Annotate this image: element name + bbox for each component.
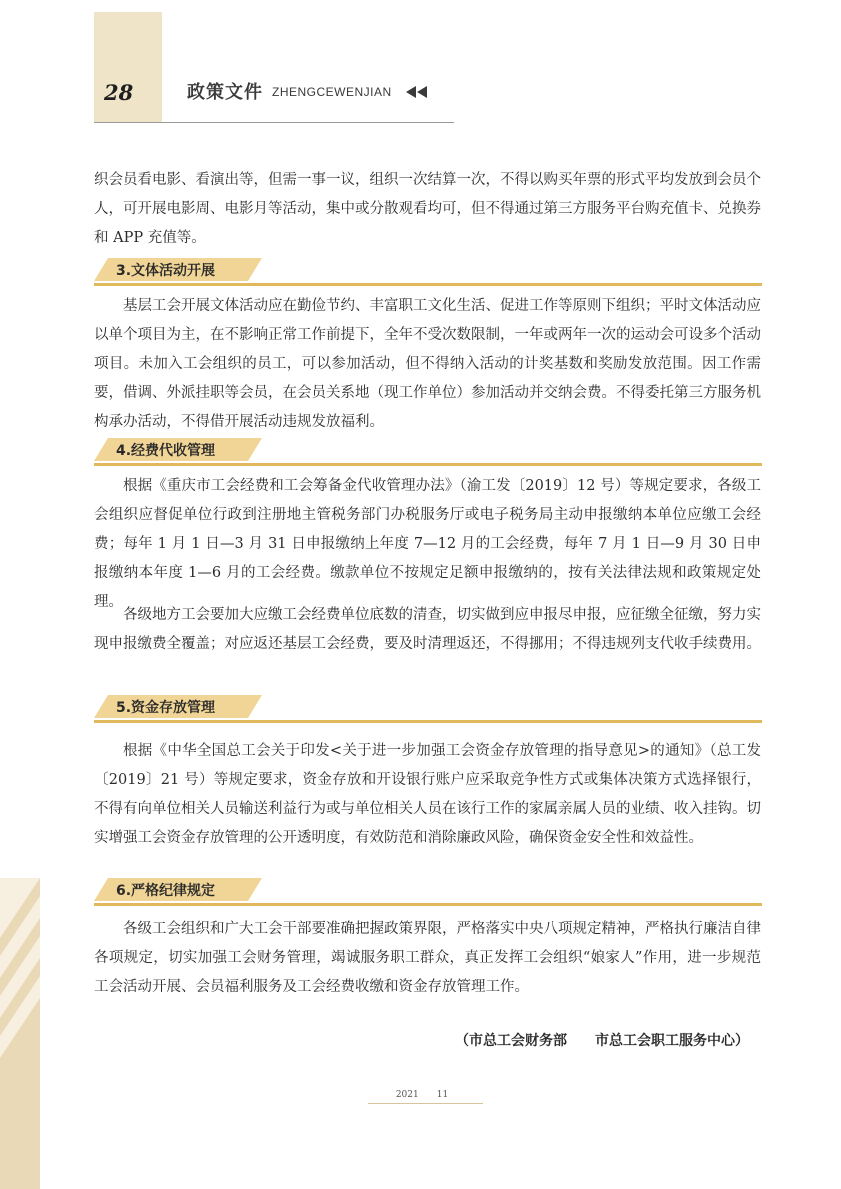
footer-divider	[368, 1103, 483, 1104]
section-heading-label: 4.经费代收管理	[116, 443, 216, 459]
section-heading-5	[94, 695, 762, 725]
section-heading-6	[94, 878, 762, 908]
page-number-block	[94, 12, 162, 122]
page-number: 28	[104, 80, 134, 105]
section-5-paragraph: 根据《中华全国总工会关于印发<关于进一步加强工会资金存放管理的指导意见>的通知》（总工发〔2019〕21 号）等规定要求，资金存放和开设银行账户应采取竞争性方式或集体决策方式选择银行，不得有向单位相关人员输送利益行为或与单位相关人员在该行工作的家属亲属人员的业绩、收入挂钩。切实增强工会资金存放管理的公开透明度，有效防范和消除廉政风险，确保资金安全性和效益性。	[94, 743, 761, 846]
section-heading-rule	[94, 720, 762, 723]
section-3-paragraph: 基层工会开展文体活动应在勤俭节约、丰富职工文化生活、促进工作等原则下组织；平时文体活动应以单个项目为主，在不影响正常工作前提下，全年不受次数限制，一年或两年一次的运动会可设多个活动项目。未加入工会组织的员工，可以参加活动，但不得纳入活动的计奖基数和奖励发放范围。因工作需要，借调、外派挂职等会员，在会员关系地（现工作单位）参加活动并交纳会费。不得委托第三方服务机构承办活动，不得借开展活动违规发放福利。	[94, 298, 761, 430]
section-6-paragraph: 各级工会组织和广大工会干部要准确把握政策界限，严格落实中央八项规定精神，严格执行廉洁自律各项规定，切实加强工会财务管理，竭诚服务职工群众，真正发挥工会组织“娘家人”作用，进一步规范工会活动开展、会员福利服务及工会经费收缴和资金存放管理工作。	[94, 921, 761, 995]
header-divider	[94, 122, 454, 123]
footer-issue-label: 2021 11	[395, 1090, 449, 1100]
section-heading-rule	[94, 903, 762, 906]
section-title-pinyin: ZHENGCEWENJIAN	[272, 85, 392, 99]
section-heading-3	[94, 258, 762, 288]
issuer-signature: （市总工会财务部 市总工会职工服务中心）	[455, 1033, 749, 1049]
section-title: 政策文件	[187, 82, 263, 103]
double-left-arrow-icon	[406, 86, 428, 98]
section-heading-rule	[94, 463, 762, 466]
section-heading-4	[94, 438, 762, 468]
section-4-paragraph-2: 各级地方工会要加大应缴工会经费单位底数的清查，切实做到应申报尽申报，应征缴全征缴，努力实现申报缴费全覆盖；对应返还基层工会经费，要及时清理返还，不得挪用；不得违规列支代收手续费用。	[94, 607, 761, 652]
section-heading-label: 6.严格纪律规定	[116, 883, 216, 899]
section-4-paragraph-1: 根据《重庆市工会经费和工会筹备金代收管理办法》（渝工发〔2019〕12 号）等规定要求，各级工会组织应督促单位行政到注册地主管税务部门办税服务厅或电子税务局主动申报缴纳本单位应缴工会经费；每年 1 月 1 日—3 月 31 日申报缴纳上年度 7—12 月的工会经费，每年 7 月 1 日—9 月 30 日申报缴纳本年度 1—6 月的工会经费。缴款单位不按规定足额申报缴纳的，按有关法律法规和政策规定处理。	[94, 478, 761, 610]
intro-paragraph: 织会员看电影、看演出等，但需一事一议，组织一次结算一次，不得以购买年票的形式平均发放到会员个人，可开展电影周、电影月等活动，集中或分散观看均可，但不得通过第三方服务平台购充值卡、兑换券和 APP 充值等。	[94, 172, 761, 246]
section-heading-rule	[94, 283, 762, 286]
corner-stripes-decoration	[0, 878, 40, 1189]
section-heading-label: 5.资金存放管理	[116, 700, 216, 716]
section-heading-label: 3.文体活动开展	[116, 263, 216, 279]
